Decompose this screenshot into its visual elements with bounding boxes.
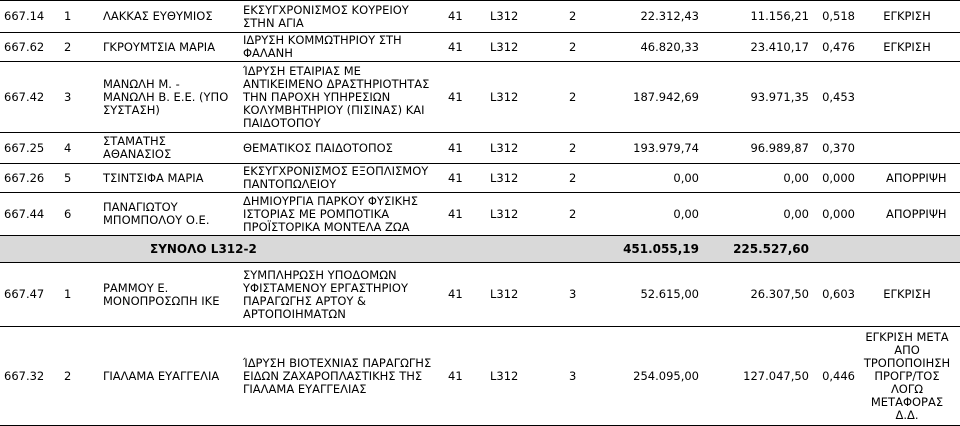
- score: 0,446: [822, 368, 855, 383]
- project-description: ΕΚΣΥΓΧΡΟΝΙΣΜΟΣ ΚΟΥΡΕΙΟΥ ΣΤΗΝ ΑΓΙΑ: [243, 2, 409, 30]
- measure-code: L312: [490, 89, 519, 104]
- category-code: 41: [448, 206, 463, 221]
- category-code: 41: [448, 368, 463, 383]
- status-text: [858, 62, 956, 132]
- row-number: 4: [64, 140, 72, 155]
- project-description: ΔΗΜΙΟΥΡΓΙΑ ΠΑΡΚΟΥ ΦΥΣΙΚΗΣ ΙΣΤΟΡΙΑΣ ΜΕ ΡΟΜΠΟΤΙΚΑ ΠΡΟΪΣΤΟΡΙΚΑ ΜΟΝΤΕΛΑ ΖΩΑ: [243, 193, 419, 234]
- category-code: 41: [448, 170, 463, 185]
- measure-code: L312: [490, 170, 519, 185]
- row-id: 667.14: [4, 9, 45, 23]
- applicant-name: ΓΚΡΟΥΜΤΣΙΑ ΜΑΡΙΑ: [103, 39, 216, 54]
- project-description: ΊΔΡΥΣΗ ΕΤΑΙΡΙΑΣ ΜΕ ΑΝΤΙΚΕΙΜΕΝΟ ΔΡΑΣΤΗΡΙΟΤΗΤΑΣ ΤΗΝ ΠΑΡΟΧΗ ΥΠΗΡΕΣΙΩΝ ΚΟΛΥΜΒΗΤΗΡΙΟΥ (ΠΙΣΙΝΑΣ) ΚΑΙ ΠΑΙΔΟΤΟΠΟΥ: [243, 63, 430, 130]
- project-description: ΊΔΡΥΣΗ ΒΙΟΤΕΧΝΙΑΣ ΠΑΡΑΓΩΓΗΣ ΕΙΔΩΝ ΖΑΧΑΡΟΠΛΑΣΤΙΚΗΣ ΤΗΣ ΓΙΑΛΑΜΑ ΕΥΑΓΓΕΛΙΑΣ: [243, 355, 432, 396]
- measure-code: L312: [490, 287, 519, 301]
- score: 0,603: [822, 287, 855, 301]
- row-number: 1: [64, 287, 72, 301]
- phase-number: 2: [569, 39, 577, 54]
- phase-number: 2: [569, 9, 577, 23]
- table-row: [0, 0, 960, 32]
- phase-number: 2: [569, 89, 577, 104]
- category-code: 41: [448, 287, 463, 301]
- grant-amount: 23.410,17: [750, 39, 809, 54]
- table-row: [0, 61, 960, 132]
- status-text: ΕΓΚΡΙΣΗ: [883, 9, 931, 23]
- total-row: [0, 235, 960, 262]
- row-id: 667.25: [4, 140, 45, 155]
- grant-amount: 0,00: [783, 170, 809, 185]
- budget-amount: 0,00: [673, 206, 699, 221]
- applicant-name: ΠΑΝΑΓΙΩΤΟΥ ΜΠΟΜΠΟΛΟΥ Ο.Ε.: [103, 200, 210, 227]
- status-text: ΑΠΟΡΡΙΨΗ: [886, 206, 947, 221]
- grant-amount: 93.971,35: [750, 89, 809, 104]
- grant-amount: 96.989,87: [750, 140, 809, 155]
- budget-amount: 52.615,00: [640, 287, 699, 301]
- measure-code: L312: [490, 206, 519, 221]
- grant-amount: 0,00: [783, 206, 809, 221]
- status-text: ΕΓΚΡΙΣΗ ΜΕΤΑ ΑΠΟ ΤΡΟΠΟΠΟΙΗΣΗ ΠΡΟΓΡ/ΤΟΣ ΛΟΓΩ ΜΕΤΑΦΟΡΑΣ Δ.Δ.: [863, 329, 951, 422]
- status-text: ΑΠΟΡΡΙΨΗ: [886, 170, 947, 185]
- category-code: 41: [448, 39, 463, 54]
- row-number: 2: [64, 368, 72, 383]
- measure-code: L312: [490, 9, 519, 23]
- status-text: ΕΓΚΡΙΣΗ: [883, 287, 931, 301]
- grant-amount: 11.156,21: [750, 9, 809, 23]
- budget-amount: 46.820,33: [640, 39, 699, 54]
- score: 0,000: [822, 206, 855, 221]
- score: 0,518: [822, 9, 855, 23]
- applicant-name: ΤΣΙΝΤΣΙΦΑ ΜΑΡΙΑ: [103, 170, 204, 185]
- project-description: ΘΕΜΑΤΙΚΟΣ ΠΑΙΔΟΤΟΠΟΣ: [243, 140, 393, 155]
- total-label: ΣΥΝΟΛΟ L312-2: [150, 241, 257, 256]
- grant-amount: 26.307,50: [750, 287, 809, 301]
- phase-number: 3: [569, 368, 577, 383]
- applicant-name: ΛΑΚΚΑΣ ΕΥΘΥΜΙΟΣ: [103, 9, 213, 23]
- status-text: ΕΓΚΡΙΣΗ: [883, 39, 931, 54]
- applicant-name: ΜΑΝΩΛΗ Μ. - ΜΑΝΩΛΗ Β. Ε.Ε. (ΥΠΟ ΣΥΣΤΑΣΗ): [103, 76, 229, 117]
- applicant-name: ΡΑΜΜΟΥ Ε. ΜΟΝΟΠΡΟΣΩΠΗ ΙΚΕ: [103, 280, 220, 308]
- budget-amount: 187.942,69: [633, 89, 699, 104]
- budget-amount: 0,00: [673, 170, 699, 185]
- measure-code: L312: [490, 368, 519, 383]
- score: 0,000: [822, 170, 855, 185]
- row-number: 3: [64, 89, 72, 104]
- row-id: 667.44: [4, 206, 45, 221]
- measure-code: L312: [490, 140, 519, 155]
- row-number: 2: [64, 39, 72, 54]
- score: 0,370: [822, 140, 855, 155]
- row-id: 667.26: [4, 170, 45, 185]
- phase-number: 2: [569, 206, 577, 221]
- category-code: 41: [448, 89, 463, 104]
- score: 0,476: [822, 39, 855, 54]
- budget-amount: 193.979,74: [633, 140, 699, 155]
- row-id: 667.47: [4, 287, 45, 301]
- budget-amount: 254.095,00: [633, 368, 699, 383]
- status-text: [858, 133, 956, 163]
- table-row: [0, 262, 960, 326]
- phase-number: 2: [569, 140, 577, 155]
- measure-code: L312: [490, 39, 519, 54]
- row-number: 5: [64, 170, 72, 185]
- table-row: [0, 32, 960, 61]
- row-id: 667.32: [4, 368, 45, 383]
- applicant-name: ΓΙΑΛΑΜΑ ΕΥΑΓΓΕΛΙΑ: [103, 368, 220, 383]
- project-description: ΙΔΡΥΣΗ ΚΟΜΜΩΤΗΡΙΟΥ ΣΤΗ ΦΑΛΑΝΗ: [243, 33, 402, 60]
- phase-number: 3: [569, 287, 577, 301]
- project-description: ΕΚΣΥΓΧΡΟΝΙΣΜΟΣ ΕΞΟΠΛΙΣΜΟΥ ΠΑΝΤΟΠΩΛΕΙΟΥ: [243, 164, 429, 191]
- row-id: 667.42: [4, 89, 45, 104]
- table-row: [0, 326, 960, 426]
- table-row: [0, 132, 960, 163]
- applicant-name: ΣΤΑΜΑΤΗΣ ΑΘΑΝΑΣΙΟΣ: [103, 134, 172, 161]
- row-id: 667.62: [4, 39, 45, 54]
- category-code: 41: [448, 9, 463, 23]
- grant-amount: 127.047,50: [743, 368, 809, 383]
- total-grant: 225.527,60: [733, 241, 809, 256]
- phase-number: 2: [569, 170, 577, 185]
- row-number: 6: [64, 206, 72, 221]
- table-row: [0, 163, 960, 192]
- budget-amount: 22.312,43: [640, 9, 699, 23]
- category-code: 41: [448, 140, 463, 155]
- table-row: [0, 192, 960, 235]
- total-budget: 451.055,19: [623, 241, 699, 256]
- project-description: ΣΥΜΠΛΗΡΩΣΗ ΥΠΟΔΟΜΩΝ ΥΦΙΣΤΑΜΕΝΟΥ ΕΡΓΑΣΤΗΡΙΟΥ ΠΑΡΑΓΩΓΗΣ ΑΡΤΟΥ & ΑΡΤΟΠΟΙΗΜΑΤΩΝ: [243, 267, 408, 321]
- score: 0,453: [822, 89, 855, 104]
- row-number: 1: [64, 9, 72, 23]
